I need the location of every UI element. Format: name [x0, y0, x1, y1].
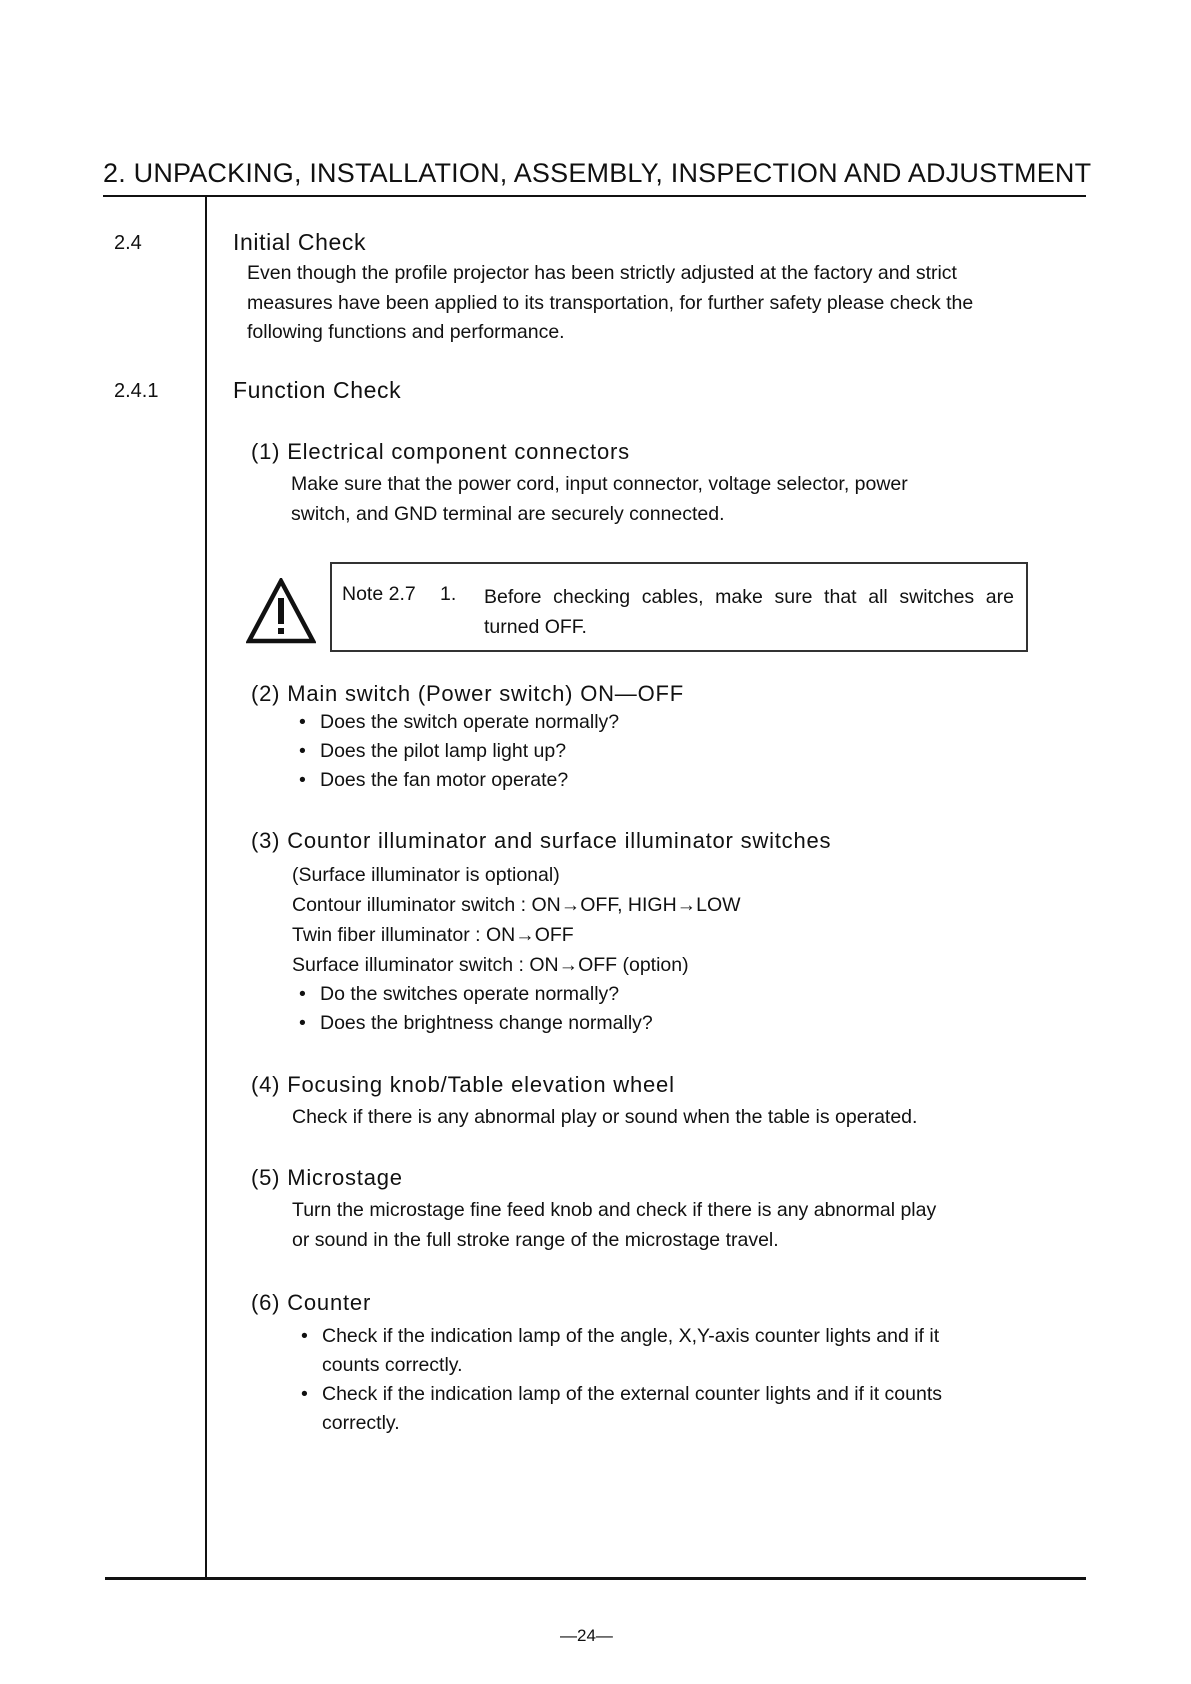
paragraph-line: Twin fiber illuminator : ON→OFF [292, 924, 574, 946]
page-title: 2. UNPACKING, INSTALLATION, ASSEMBLY, INSPECTION AND ADJUSTMENT [103, 158, 1092, 188]
header-rule [103, 195, 1086, 197]
item-2-bullets [295, 708, 619, 795]
note-label: Note 2.7 [342, 583, 416, 605]
note-text [484, 583, 1014, 642]
paragraph-line: or sound in the full stroke range of the microstage travel. [292, 1228, 779, 1251]
paragraph-line: Check if there is any abnormal play or sound when the table is operated. [292, 1106, 918, 1128]
paragraph-line: (Surface illuminator is optional) [292, 864, 560, 886]
note-line: Before checking cables, make sure that all switches are [484, 586, 1014, 608]
list-item: • Does the brightness change normally? [299, 1012, 653, 1034]
list-item: • Does the pilot lamp light up? [299, 740, 567, 762]
paragraph-line: Even though the profile projector has been strictly adjusted at the factory and strict [247, 262, 957, 284]
paragraph-line: switch, and GND terminal are securely connected. [291, 502, 725, 525]
list-item: • Does the fan motor operate? [299, 769, 569, 791]
item-3-bullets [295, 980, 653, 1038]
paragraph-line: following functions and performance. [247, 321, 565, 343]
item-6-title: (6) Counter [251, 1290, 372, 1315]
item-5-title: (5) Microstage [251, 1165, 403, 1190]
page-number: —24— [560, 1626, 613, 1645]
item-3-title: (3) Countor illuminator and surface illuminator switches [251, 828, 832, 853]
paragraph-line: Contour illuminator switch : ON→OFF, HIGH→LOW [292, 894, 741, 916]
section-title-initial-check: Initial Check [233, 229, 367, 255]
note-item-number: 1. [440, 583, 457, 605]
note-box [330, 562, 1028, 652]
footer-rule [105, 1577, 1086, 1580]
paragraph-line: Turn the microstage fine feed knob and check if there is any abnormal play [292, 1199, 937, 1221]
item-4-title: (4) Focusing knob/Table elevation wheel [251, 1072, 675, 1097]
paragraph-line: measures have been applied to its transportation, for further safety please check the [247, 291, 974, 314]
item-4-paragraph [292, 1103, 917, 1133]
paragraph-line: Make sure that the power cord, input connector, voltage selector, power [291, 473, 908, 495]
list-item: • Do the switches operate normally? [299, 983, 620, 1005]
item-1-paragraph [291, 470, 908, 529]
list-item: • Does the switch operate normally? [299, 711, 620, 733]
paragraph-line: Surface illuminator switch : ON→OFF (option) [292, 954, 689, 976]
item-2-title: (2) Main switch (Power switch) ON—OFF [251, 681, 684, 706]
note-line: turned OFF. [484, 615, 587, 638]
list-item: • Check if the indication lamp of the external counter lights and if it counts correctly. [301, 1383, 943, 1434]
section-number-2-4: 2.4 [114, 232, 142, 254]
section-title-function-check: Function Check [233, 377, 402, 403]
item-6-bullets [297, 1322, 942, 1438]
section-number-2-4-1: 2.4.1 [114, 380, 159, 402]
item-1-title: (1) Electrical component connectors [251, 439, 630, 464]
warning-icon [246, 578, 316, 644]
item-5-paragraph [292, 1196, 936, 1255]
list-item: • Check if the indication lamp of the angle, X,Y-axis counter lights and if it counts correctly. [301, 1325, 940, 1376]
item-3-paragraph [292, 860, 741, 980]
initial-check-paragraph [247, 259, 973, 348]
margin-rule [205, 196, 207, 1580]
